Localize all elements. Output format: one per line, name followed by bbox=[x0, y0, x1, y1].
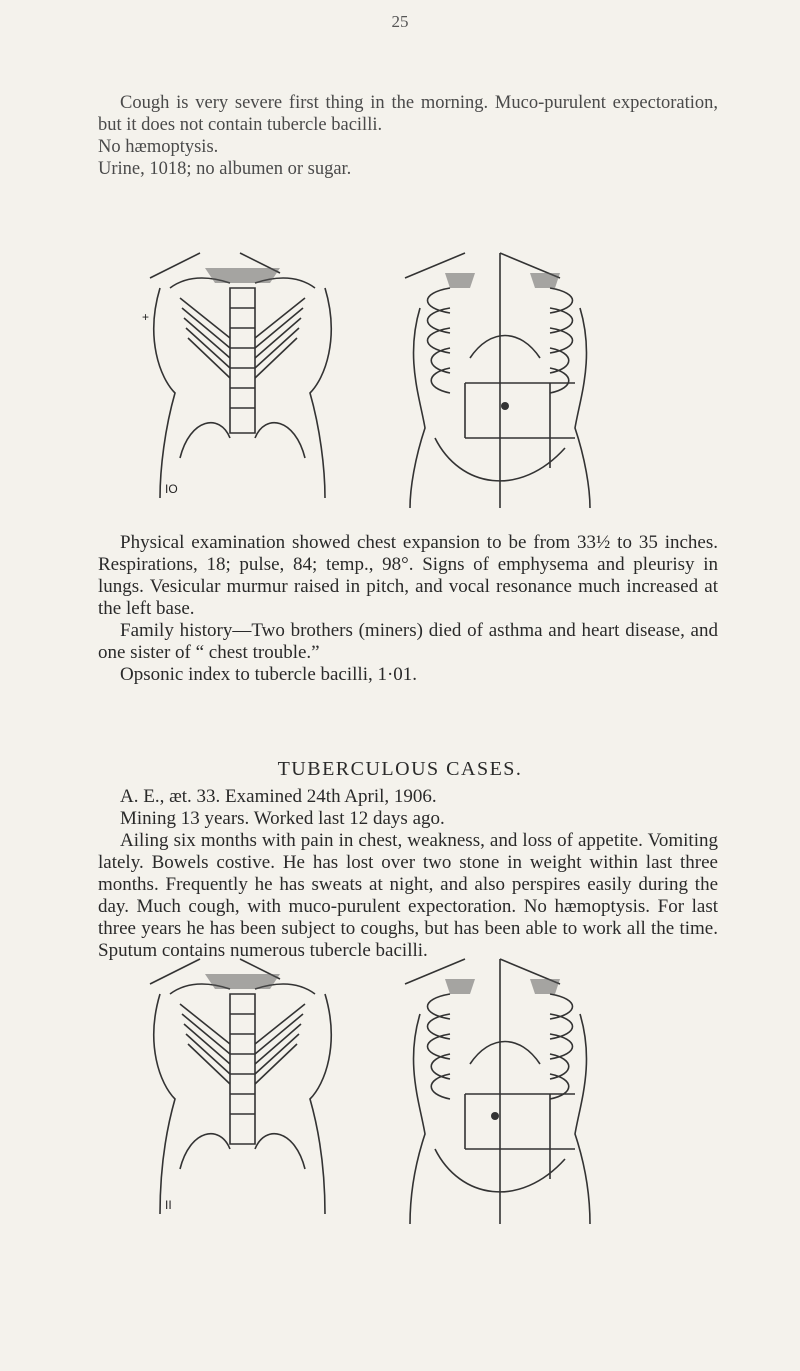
front-ribs bbox=[180, 298, 305, 378]
front-costal-arch-2 bbox=[180, 1134, 305, 1169]
page-number: 25 bbox=[391, 12, 409, 31]
exam-para-2: Family history—Two brothers (miners) died of asthma and heart disease, and one sister of “ chest trouble.” bbox=[98, 620, 718, 663]
figure1-mark: + bbox=[142, 310, 150, 324]
back-marker-dot-2 bbox=[491, 1112, 499, 1120]
intro-para-1: Cough is very severe first thing in the morning. Muco-purulent expectoration, but it does not contain tubercle bacilli. bbox=[98, 93, 718, 135]
front-torso-outline bbox=[150, 253, 331, 498]
exam-para-3: Opsonic index to tubercle bacilli, 1·01. bbox=[120, 664, 418, 685]
figure2-left-label: II bbox=[165, 1198, 172, 1212]
chest-diagram-1 bbox=[120, 228, 640, 518]
back-ribs-left-2 bbox=[428, 994, 451, 1099]
back-scapula-curve-2 bbox=[470, 1042, 540, 1065]
front-costal-arch bbox=[180, 423, 305, 458]
case-para-2: Mining 13 years. Worked last 12 days ago. bbox=[120, 808, 445, 829]
back-ribs-left bbox=[428, 288, 451, 393]
exam-para-1: Physical examination showed chest expansion to be from 33½ to 35 inches. Respirations, 18; pulse, 84; temp., 98°. Signs of emphysema and pleurisy in lungs. Vesicular murmur raised in pitch, and vocal resonance much increased at the left base. bbox=[98, 532, 718, 619]
back-ribs-right-2 bbox=[550, 994, 573, 1099]
back-marker-dot bbox=[501, 402, 509, 410]
intro-text bbox=[98, 92, 718, 180]
case-para-3: Ailing six months with pain in chest, weakness, and loss of appetite. Vomiting lately. Bowels costive. He has lost over two stone in weight within last three months. Frequently he has sweats at night, and also perspires easily during the day. Much cough, with muco-purulent expectoration. No hæmoptysis. For last three years he has been subject to coughs, but has been able to work all the time. Sputum contains numerous tubercle bacilli. bbox=[98, 830, 718, 961]
front-sternum bbox=[230, 288, 255, 433]
back-ribs-right bbox=[550, 288, 573, 393]
section-heading: TUBERCULOUS CASES. bbox=[277, 758, 523, 780]
front-ribs-2 bbox=[180, 1004, 305, 1084]
exam-text bbox=[98, 532, 718, 686]
intro-para-2: No hæmoptysis. bbox=[98, 137, 219, 157]
chest-diagram-2 bbox=[120, 934, 640, 1234]
front-sternum-2 bbox=[230, 994, 255, 1144]
figure1-left-label: IO bbox=[165, 482, 178, 496]
back-scapula-curve bbox=[470, 336, 540, 359]
front-torso-outline-2 bbox=[150, 959, 331, 1214]
intro-para-3: Urine, 1018; no albumen or sugar. bbox=[98, 159, 352, 179]
case-para-1: A. E., æt. 33. Examined 24th April, 1906. bbox=[120, 786, 437, 807]
